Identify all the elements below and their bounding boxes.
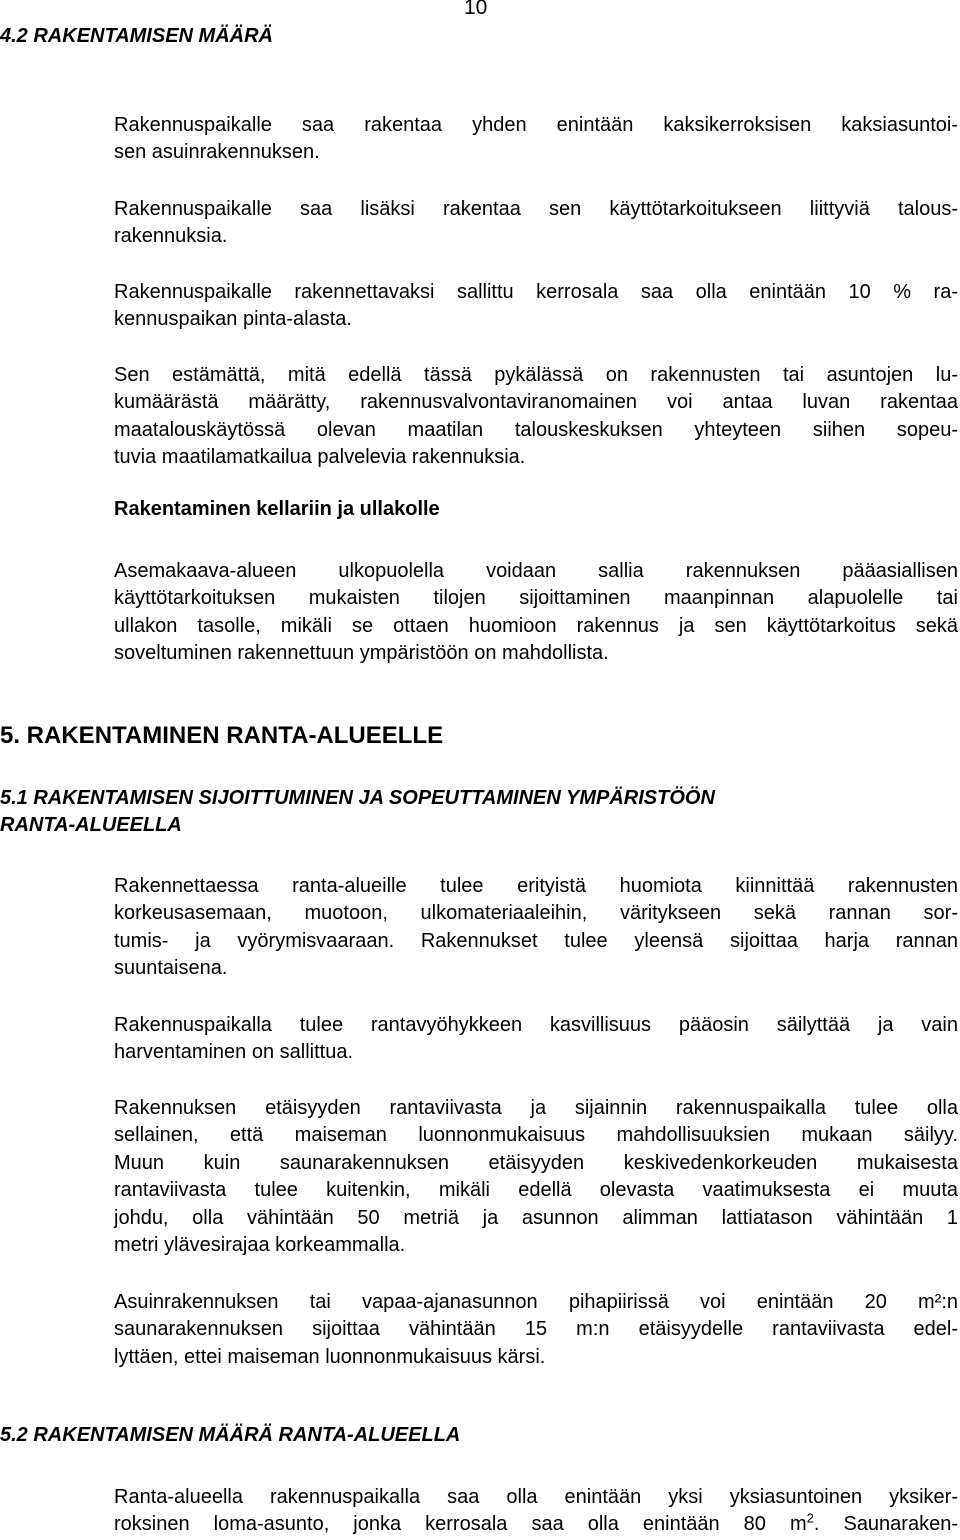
text-line: käyttötarkoituksen mukaisten tilojen sijoittaminen maanpinnan alapuolelle tai	[114, 587, 958, 610]
text-line: lyttäen, ettei maiseman luonnonmukaisuus kärsi.	[114, 1345, 546, 1368]
section-5-1-paragraph-2	[114, 1012, 958, 1067]
text-line: sen asuinrakennuksen.	[114, 141, 320, 164]
text-fragment: . Saunaraken-	[813, 1513, 958, 1536]
section-4-2-paragraph-2	[114, 196, 958, 251]
section-5-1-paragraph-3	[114, 1095, 958, 1259]
section-5-1-paragraph-4	[114, 1289, 958, 1371]
page-number: 10	[464, 0, 488, 19]
text-fragment: roksinen loma-asunto, jonka kerrosala saa olla enintään 80 m	[114, 1513, 807, 1536]
text-line: Sen estämättä, mitä edellä tässä pykälässä on rakennusten tai asuntojen lu-	[114, 364, 958, 386]
superscript: 2	[806, 1510, 814, 1526]
text-line: rantaviivasta tulee kuitenkin, mikäli edellä olevasta vaatimuksesta ei muuta	[114, 1179, 958, 1202]
text-line: johdu, olla vähintään 50 metriä ja asunnon alimman lattiatason vähintään 1	[114, 1206, 958, 1229]
section-4-2-subheading: Rakentaminen kellariin ja ullakolle	[114, 498, 440, 520]
text-line	[114, 1511, 958, 1538]
section-5-1-paragraph-1	[114, 873, 958, 983]
text-line: Asuinrakennuksen tai vapaa-ajanasunnon pihapiirissä voi enintään 20 m²:n	[114, 1291, 958, 1313]
text-line: Rakennuspaikalle rakennettavaksi sallittu kerrosala saa olla enintään 10 % ra-	[114, 281, 958, 303]
section-4-2-paragraph-1	[114, 112, 958, 167]
text-line: Rakennuspaikalla tulee rantavyöhykkeen kasvillisuus pääosin säilyttää ja vain	[114, 1014, 958, 1036]
section-4-2-paragraph-5	[114, 558, 958, 668]
text-line: Rakennuspaikalle saa lisäksi rakentaa sen käyttötarkoitukseen liittyviä talous-	[114, 198, 958, 220]
text-line: kennuspaikan pinta-alasta.	[114, 308, 352, 331]
heading-line: 5.1 RAKENTAMISEN SIJOITTUMINEN JA SOPEUTTAMINEN YMPÄRISTÖÖN	[0, 787, 715, 809]
text-line: soveltuminen rakennettuun ympäristöön on mahdollista.	[114, 642, 609, 665]
text-line: korkeusasemaan, muotoon, ulkomateriaaleihin, väritykseen sekä rannan sor-	[114, 902, 958, 925]
text-line: metri ylävesirajaa korkeammalla.	[114, 1234, 406, 1257]
text-line: Asemakaava-alueen ulkopuolella voidaan sallia rakennuksen pääasiallisen	[114, 560, 958, 582]
section-5-2-paragraph-1	[114, 1484, 958, 1539]
text-line: Rakennettaessa ranta-alueille tulee erityistä huomiota kiinnittää rakennusten	[114, 875, 958, 897]
text-line: maatalouskäytössä olevan maatilan talouskeskuksen yhteyteen siihen sopeu-	[114, 418, 958, 441]
text-line: ullakon tasolle, mikäli se ottaen huomioon rakennus ja sen käyttötarkoitus sekä	[114, 614, 958, 637]
text-line: tuvia maatilamatkailua palvelevia rakennuksia.	[114, 446, 526, 469]
text-line: Rakennuksen etäisyyden rantaviivasta ja sijainnin rakennuspaikalla tulee olla	[114, 1097, 958, 1119]
text-line: suuntaisena.	[114, 957, 228, 980]
section-5-1-heading	[0, 785, 715, 839]
text-line: saunarakennuksen sijoittaa vähintään 15 m:n etäisyydelle rantaviivasta edel-	[114, 1318, 958, 1341]
section-4-2-paragraph-3	[114, 279, 958, 334]
section-5-2-heading: 5.2 RAKENTAMISEN MÄÄRÄ RANTA-ALUEELLA	[0, 1424, 461, 1446]
text-line: Rakennuspaikalle saa rakentaa yhden enintään kaksikerroksisen kaksiasuntoi-	[114, 114, 958, 136]
text-line: kumäärästä määrätty, rakennusvalvontaviranomainen voi antaa luvan rakentaa	[114, 391, 958, 414]
text-line: harventaminen on sallittua.	[114, 1041, 354, 1064]
text-line: rakennuksia.	[114, 225, 228, 248]
section-4-2-paragraph-4	[114, 362, 958, 472]
section-5-heading: 5. RAKENTAMINEN RANTA-ALUEELLE	[0, 722, 444, 749]
section-4-2-heading: 4.2 RAKENTAMISEN MÄÄRÄ	[0, 25, 273, 47]
text-line: Ranta-alueella rakennuspaikalla saa olla enintään yksi yksiasuntoinen yksiker-	[114, 1486, 958, 1508]
text-line: sellainen, että maiseman luonnonmukaisuus mahdollisuuksien mukaan säilyy.	[114, 1124, 958, 1147]
text-line: tumis- ja vyörymisvaaraan. Rakennukset tulee yleensä sijoittaa harja rannan	[114, 929, 958, 952]
text-line: Muun kuin saunarakennuksen etäisyyden keskivedenkorkeuden mukaisesta	[114, 1151, 958, 1174]
heading-line: RANTA-ALUEELLA	[0, 814, 182, 836]
